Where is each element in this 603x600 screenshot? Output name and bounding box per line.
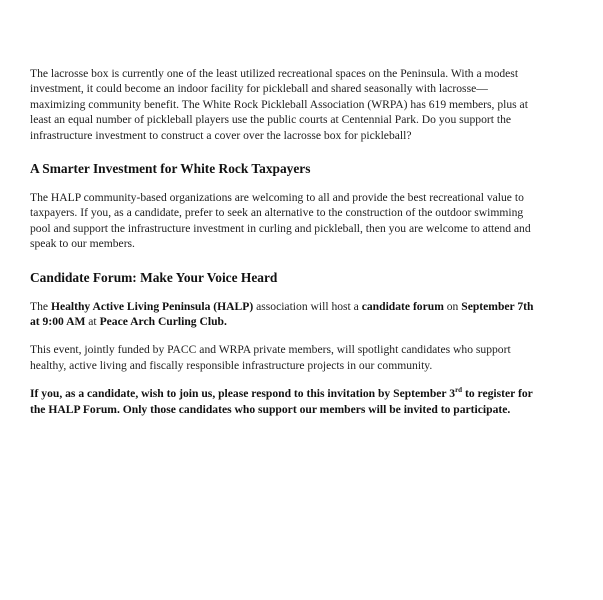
section-heading-forum: Candidate Forum: Make Your Voice Heard <box>30 269 278 285</box>
funding-paragraph: This event, jointly funded by PACC and WRPA private members, will spotlight candidates who support healthy, active living and fiscally responsible infrastructure projects in our community. <box>30 343 511 372</box>
investment-paragraph: The HALP community-based organizations are welcoming to all and provide the best recreational value to taxpayers. If you, as a candidate, prefer to seek an alternative to the construction of the outdoor swimming pool and support the infrastructure investment in curling and pickleball, then you are welcome to attend and speak to our members. <box>30 191 531 251</box>
event-venue: Peace Arch Curling Club. <box>99 315 227 329</box>
event-date-time: September 7th at 9:00 AM <box>30 299 534 329</box>
rsvp-paragraph <box>30 386 542 417</box>
forum-text-3: on <box>443 299 462 313</box>
rsvp-superscript: rd <box>455 386 463 395</box>
intro-paragraph: The lacrosse box is currently one of the least utilized recreational spaces on the Peninsula. With a modest investment, it could become an indoor facility for pickleball and shared seasonally with lacrosse—maximizing community benefit. The White Rock Pickleball Association (WRPA) has 619 members, plus at least an equal number of pickleball players use the public courts at Centennial Park. Do you support the infrastructure investment to construct a cover over the lacrosse box for pickleball? <box>30 67 528 142</box>
document-page <box>30 66 542 417</box>
org-name: Healthy Active Living Peninsula (HALP) <box>50 299 254 313</box>
forum-text-4: at <box>85 315 100 329</box>
rsvp-text-2: to register for the HALP Forum. Only those candidates who support our members will be invited to participate. <box>30 387 533 416</box>
forum-text-2: association will host a <box>253 299 362 313</box>
forum-text-1: The <box>30 299 51 313</box>
event-name: candidate forum <box>361 299 444 313</box>
rsvp-text-1: If you, as a candidate, wish to join us, please respond to this invitation by September 3 <box>30 387 456 401</box>
forum-paragraph <box>30 299 542 330</box>
section-heading-investment: A Smarter Investment for White Rock Taxpayers <box>30 161 311 177</box>
